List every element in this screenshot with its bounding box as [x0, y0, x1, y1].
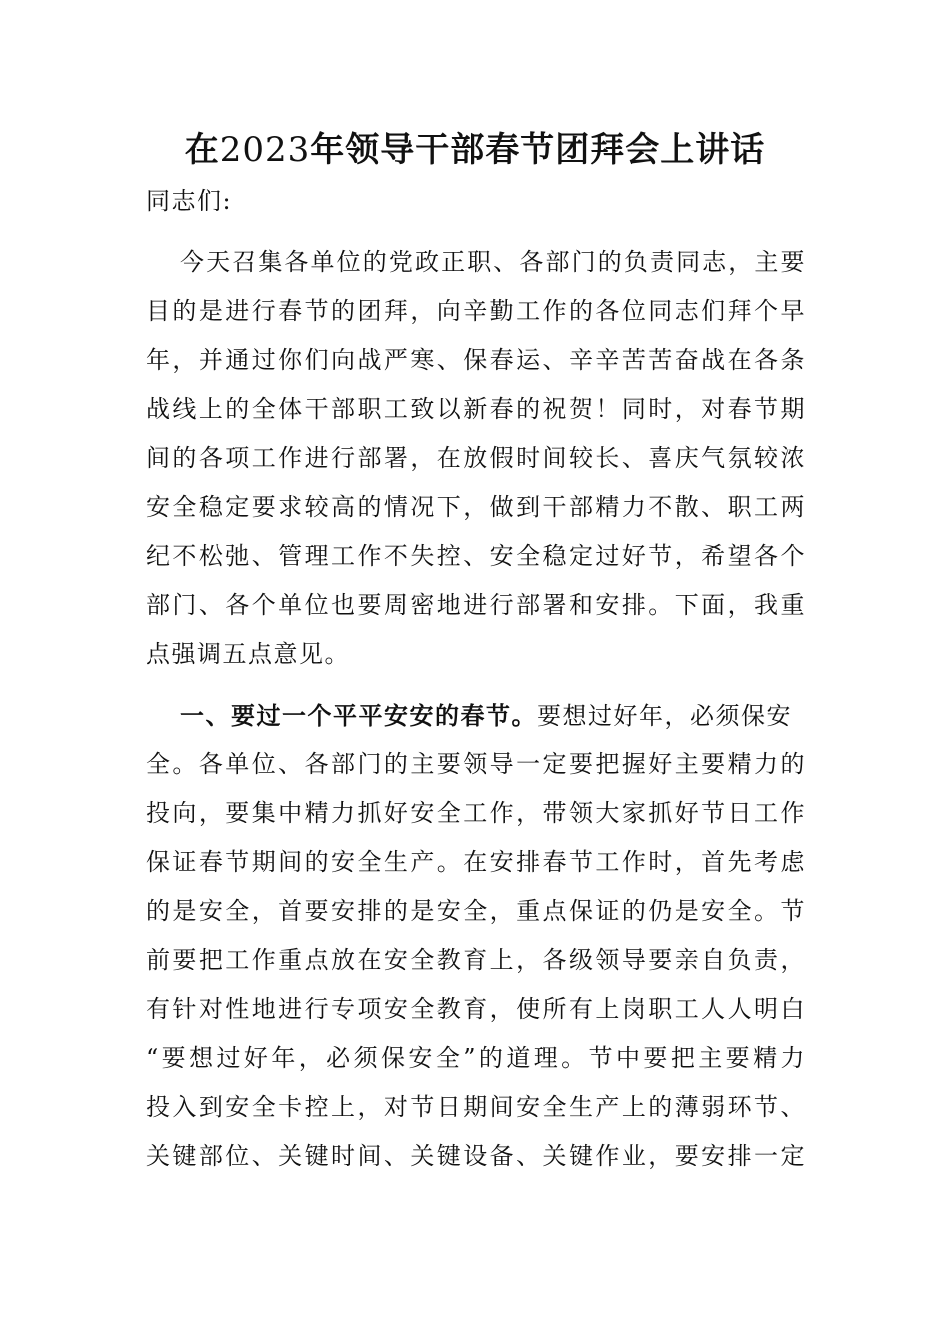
- paragraph-line: 纪不松弛、管理工作不失控、安全稳定过好节，希望各个: [146, 542, 806, 570]
- salutation: 同志们:: [146, 187, 233, 215]
- section-1-first-line: [146, 691, 806, 740]
- paragraph-line: 前要把工作重点放在安全教育上，各级领导要亲自负责，: [146, 946, 806, 974]
- paragraph-line: 点强调五点意见。: [146, 640, 350, 668]
- title-year: 2023: [219, 130, 311, 170]
- document-body: [146, 177, 806, 1181]
- paragraph-line: 的是安全，首要安排的是安全，重点保证的仍是安全。节: [146, 897, 806, 925]
- paragraph-line: 保证春节期间的安全生产。在安排春节工作时，首先考虑: [146, 848, 806, 876]
- paragraph-line: 战线上的全体干部职工致以新春的祝贺！同时，对春节期: [146, 395, 806, 423]
- section-1-first-line-rest: 要想过好年，必须保安: [537, 702, 792, 730]
- document-title: [0, 124, 950, 176]
- paragraph-line: 投向，要集中精力抓好安全工作，带领大家抓好节日工作: [146, 799, 806, 827]
- section-1: [146, 691, 806, 1181]
- paragraph-line: 年，并通过你们向战严寒、保春运、辛辛苦苦奋战在各条: [146, 346, 806, 374]
- paragraph-line: 安全稳定要求较高的情况下，做到干部精力不散、职工两: [146, 493, 806, 521]
- paragraph-line: “要想过好年，必须保安全”的道理。节中要把主要精力: [146, 1044, 806, 1072]
- paragraph-line: 间的各项工作进行部署，在放假时间较长、喜庆气氛较浓: [146, 444, 806, 472]
- title-suffix: 年领导干部春节团拜会上讲话: [310, 130, 766, 170]
- paragraph-line: 今天召集各单位的党政正职、各部门的负责同志，主要: [180, 248, 806, 276]
- section-1-heading: 一、要过一个平平安安的春节。: [180, 701, 537, 730]
- paragraph-intro: [146, 238, 806, 679]
- paragraph-line: 目的是进行春节的团拜，向辛勤工作的各位同志们拜个早: [146, 297, 806, 325]
- paragraph-line: 关键部位、关键时间、关键设备、关键作业，要安排一定: [146, 1142, 806, 1170]
- paragraph-line: 有针对性地进行专项安全教育，使所有上岗职工人人明白: [146, 995, 806, 1023]
- title-prefix: 在: [184, 130, 220, 170]
- paragraph-line: 投入到安全卡控上，对节日期间安全生产上的薄弱环节、: [146, 1093, 806, 1121]
- paragraph-line: 全。各单位、各部门的主要领导一定要把握好主要精力的: [146, 750, 806, 778]
- paragraph-line: 部门、各个单位也要周密地进行部署和安排。下面，我重: [146, 591, 806, 619]
